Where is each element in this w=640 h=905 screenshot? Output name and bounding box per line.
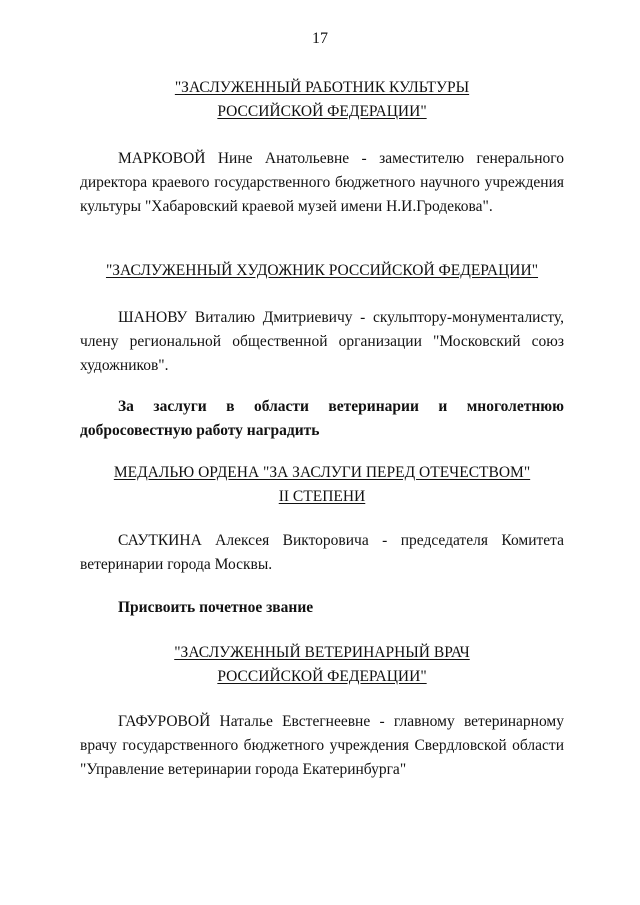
- award-paragraph-gafurova: ГАФУРОВОЙ Наталье Евстегнеевне - главному ветеринарному врачу государственного бюджетного учреждения Свердловской области "Управление ветеринарии города Екатеринбурга": [80, 713, 564, 778]
- heading-line: II СТЕПЕНИ: [278, 488, 366, 505]
- award-paragraph-sautkin: САУТКИНА Алексея Викторовича - председателя Комитета ветеринарии города Москвы.: [80, 532, 564, 573]
- heading-line: МЕДАЛЬЮ ОРДЕНА "ЗА ЗАСЛУГИ ПЕРЕД ОТЕЧЕСТВОМ": [113, 464, 531, 481]
- page-number: 17: [312, 30, 328, 47]
- honorary-title-culture-worker-heading: [60, 76, 584, 124]
- heading-line: РОССИЙСКОЙ ФЕДЕРАЦИИ": [217, 668, 427, 685]
- award-paragraph-shanov: ШАНОВУ Виталию Дмитриевичу - скульптору-монументалисту, члену региональной общественной организации "Московский союз художников".: [80, 309, 564, 374]
- award-paragraph-markova: МАРКОВОЙ Нине Анатольевне - заместителю генерального директора краевого государственного бюджетного научного учреждения культуры "Хабаровский краевой музей имени Н.И.Гродекова".: [80, 150, 564, 215]
- medal-order-heading: [60, 461, 584, 509]
- heading-line: "ЗАСЛУЖЕННЫЙ ВЕТЕРИНАРНЫЙ ВРАЧ: [174, 644, 470, 661]
- assign-title-statement: Присвоить почетное звание: [118, 599, 314, 616]
- honorary-title-artist-heading: [60, 259, 584, 283]
- merit-statement-veterinary: За заслуги в области ветеринарии и многолетнюю добросовестную работу наградить: [80, 398, 564, 439]
- heading-line: РОССИЙСКОЙ ФЕДЕРАЦИИ": [217, 103, 427, 120]
- heading-line: "ЗАСЛУЖЕННЫЙ РАБОТНИК КУЛЬТУРЫ: [174, 79, 470, 96]
- honorary-title-veterinarian-heading: [60, 641, 584, 689]
- heading-line: "ЗАСЛУЖЕННЫЙ ХУДОЖНИК РОССИЙСКОЙ ФЕДЕРАЦИИ": [105, 262, 539, 279]
